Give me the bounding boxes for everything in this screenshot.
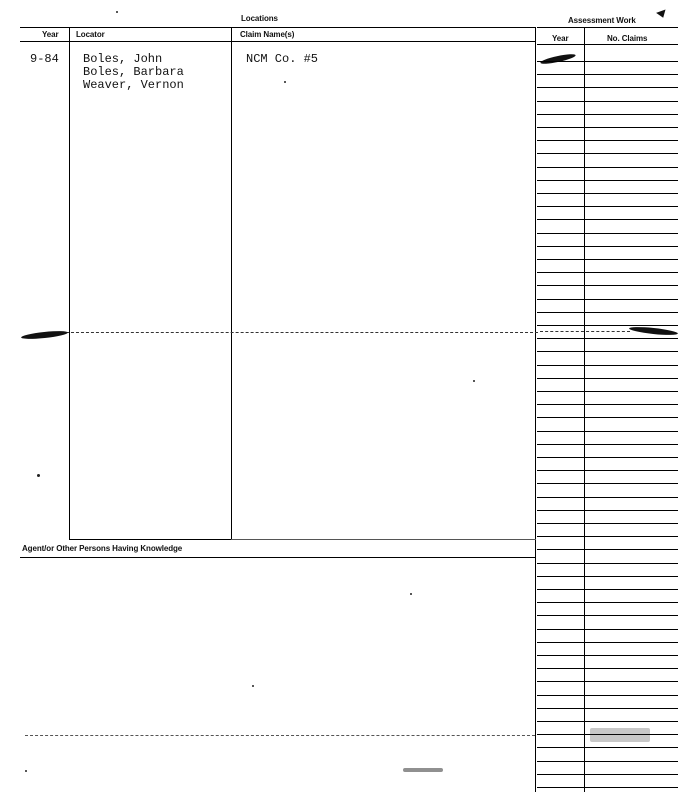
table-bottom-rule — [69, 539, 232, 540]
scan-speck — [473, 380, 475, 382]
fold-line — [66, 332, 538, 333]
assessment-ruled-line — [537, 246, 678, 247]
column-header-aw-year: Year — [552, 34, 569, 43]
assessment-ruled-line — [537, 563, 678, 564]
column-header-no-claims: No. Claims — [607, 34, 648, 43]
assessment-ruled-line — [537, 747, 678, 748]
corner-arrow-icon — [656, 10, 668, 20]
locator-name: Boles, John — [83, 52, 163, 66]
assessment-ruled-line — [537, 114, 678, 115]
assessment-ruled-line — [537, 523, 678, 524]
header-top-rule-right — [537, 27, 678, 28]
assessment-ruled-line — [537, 285, 678, 286]
assessment-ruled-line — [537, 668, 678, 669]
assessment-ruled-line — [537, 74, 678, 75]
column-divider-locator — [231, 27, 232, 540]
assessment-ruled-line — [537, 536, 678, 537]
locator-name: Boles, Barbara — [83, 65, 184, 79]
scan-speck — [25, 770, 27, 772]
assessment-ruled-line — [537, 787, 678, 788]
locations-title: Locations — [241, 14, 278, 23]
agent-section-title: Agent/or Other Persons Having Knowledge — [22, 544, 183, 553]
assessment-ruled-line — [537, 708, 678, 709]
assessment-ruled-line — [537, 378, 678, 379]
header-top-rule — [20, 27, 535, 28]
aw-header-bottom-rule — [537, 44, 678, 45]
assessment-ruled-line — [537, 629, 678, 630]
assessment-ruled-line — [537, 576, 678, 577]
assessment-ruled-line — [537, 365, 678, 366]
assessment-ruled-line — [537, 457, 678, 458]
assessment-ruled-line — [537, 180, 678, 181]
assessment-work-title: Assessment Work — [568, 16, 636, 25]
assessment-ruled-line — [537, 312, 678, 313]
assessment-ruled-line — [537, 497, 678, 498]
column-divider-left-of-aw — [535, 27, 536, 792]
assessment-ruled-line — [537, 127, 678, 128]
assessment-ruled-line — [537, 219, 678, 220]
assessment-ruled-line — [537, 193, 678, 194]
scan-speck — [590, 728, 650, 742]
scan-speck — [37, 474, 40, 477]
assessment-ruled-line — [537, 549, 678, 550]
assessment-ruled-line — [537, 510, 678, 511]
scan-speck — [284, 81, 286, 83]
claim-name: NCM Co. #5 — [246, 52, 319, 66]
locator-name: Weaver, Vernon — [83, 78, 184, 92]
assessment-ruled-line — [537, 417, 678, 418]
assessment-ruled-line — [537, 444, 678, 445]
scan-speck — [116, 11, 118, 13]
assessment-ruled-line — [537, 721, 678, 722]
assessment-ruled-line — [537, 325, 678, 326]
assessment-ruled-line — [537, 470, 678, 471]
column-header-claim-names: Claim Name(s) — [240, 30, 295, 39]
scan-speck — [410, 593, 412, 595]
column-header-locator: Locator — [76, 30, 105, 39]
assessment-ruled-line — [537, 615, 678, 616]
assessment-ruled-line — [537, 761, 678, 762]
assessment-ruled-line — [537, 206, 678, 207]
assessment-ruled-line — [537, 774, 678, 775]
assessment-ruled-line — [537, 404, 678, 405]
assessment-ruled-line — [537, 140, 678, 141]
assessment-ruled-line — [537, 351, 678, 352]
column-divider-year — [69, 27, 70, 540]
assessment-ruled-line — [537, 338, 678, 339]
agent-lower-dashed-line — [25, 735, 535, 736]
assessment-ruled-line — [537, 272, 678, 273]
assessment-ruled-line — [537, 695, 678, 696]
smudge-mark-top — [540, 52, 576, 65]
assessment-ruled-line — [537, 167, 678, 168]
assessment-ruled-line — [537, 101, 678, 102]
assessment-ruled-line — [537, 153, 678, 154]
assessment-ruled-line — [537, 299, 678, 300]
table-bottom-rule-mid — [231, 539, 536, 540]
column-divider-aw-year — [584, 28, 585, 792]
record-year: 9-84 — [30, 52, 59, 66]
assessment-ruled-line — [537, 391, 678, 392]
column-header-year: Year — [42, 30, 59, 39]
smudge-mark-left — [21, 330, 68, 341]
assessment-ruled-line — [537, 259, 678, 260]
header-bottom-rule — [20, 41, 535, 42]
assessment-ruled-line — [537, 655, 678, 656]
assessment-ruled-line — [537, 681, 678, 682]
assessment-ruled-line — [537, 483, 678, 484]
agent-section-rule — [20, 557, 535, 558]
assessment-ruled-line — [537, 589, 678, 590]
assessment-ruled-line — [537, 233, 678, 234]
scan-speck — [403, 768, 443, 772]
fold-line-right — [540, 331, 630, 332]
assessment-ruled-line — [537, 87, 678, 88]
assessment-ruled-line — [537, 61, 678, 62]
smudge-mark-right — [629, 325, 678, 336]
assessment-ruled-line — [537, 642, 678, 643]
scan-speck — [252, 685, 254, 687]
assessment-ruled-line — [537, 602, 678, 603]
assessment-ruled-line — [537, 431, 678, 432]
